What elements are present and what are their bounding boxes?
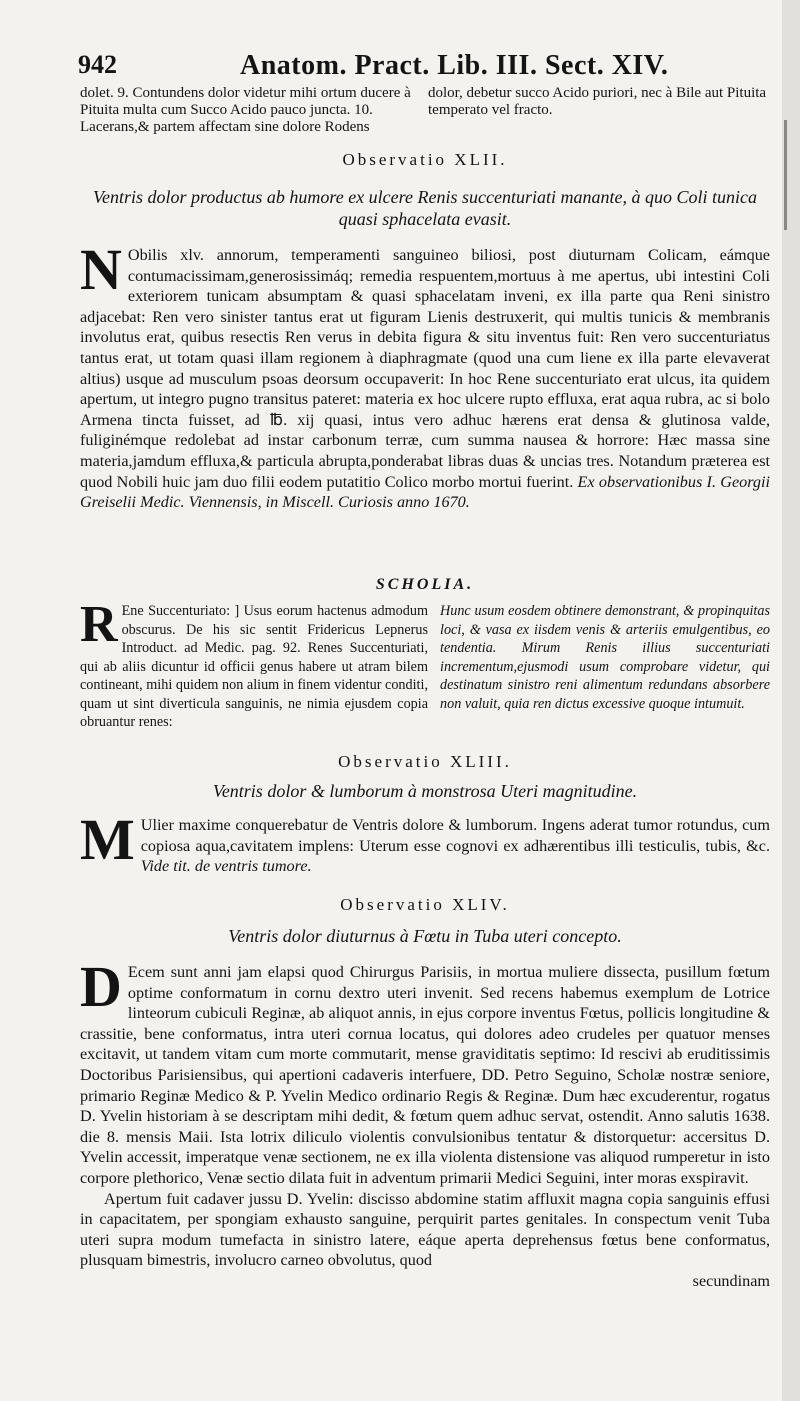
obs44-heading: Observatio XLIV.	[340, 895, 510, 914]
scholia-dropcap: R	[80, 596, 118, 653]
obs44-body	[80, 954, 770, 1292]
catchword: secundinam	[692, 1271, 770, 1290]
obs42-subtitle: Ventris dolor productus ab humore ex ulcere Renis succenturiati manante, à quo Coli tunica quasi sphacelata evasit.	[93, 187, 757, 229]
obs42-source: Ex observationibus I. Georgii Greiselii Medic. Viennensis, in Miscell. Curiosis anno 1670.	[80, 472, 771, 512]
page-number: 942	[78, 50, 117, 79]
page-header	[78, 50, 778, 84]
continuation-right: dolor, debetur succo Acido puriori, nec à Bile aut Pituita temperato vel fracto.	[428, 85, 767, 118]
obs42-body	[80, 237, 771, 513]
obs43-ref: Vide tit. de ventris tumore.	[140, 857, 312, 876]
continuation-columns	[80, 85, 770, 140]
scholia-left-text: Ene Succenturiato: ] Usus eorum hactenus admodum obscurus. De his sic sentit Fridericus Lepnerus Introduct. ad Medic. pag. 92. Renes Succenturiati, qui ab aliis dicuntur id officii genus habere ut atram bilem contineant, mihi quidem non alium in finem videntur conditi, quam ut sint diverticula sanguinis, ne nimia ejusdem copia obruantur renes:	[80, 603, 428, 730]
obs44-subtitle: Ventris dolor diuturnus à Fœtu in Tuba uteri concepto.	[228, 926, 622, 946]
obs44-dropcap: D	[80, 954, 122, 1019]
obs43-subtitle: Ventris dolor & lumborum à monstrosa Uteri magnitudine.	[212, 781, 638, 801]
scholia-heading: SCHOLIA.	[375, 576, 475, 593]
running-head: Anatom. Pract. Lib. III. Sect. XIV.	[240, 50, 669, 81]
obs42-dropcap: N	[80, 237, 122, 302]
page-gutter	[782, 0, 800, 1401]
scholia-right: Hunc usum eosdem obtinere demonstrant, & propinquitas loci, & vasa ex iisdem venis & arteriis emulgentibus, eo tendentia. Mirum Renis illius succenturiati incrementum,ejusmodi usum comprobare videtur, qui destinatum sinistro reni alimentum redundans absorbere non valuit, quia ren dictus excessive quoque intumuit.	[440, 603, 770, 712]
scholia-left	[80, 596, 428, 732]
obs44-text1: Ecem sunt anni jam elapsi quod Chirurgus Parisiis, in mortua muliere dissecta, pusillum fœtum optime conformatum in cornu dextro uteri invenit. Sed recens habemus exemplum de Lotrice linteorum cubiculi Reginæ, ab aliquot annis, in ejus corpore inventus Fœtus, pollicis longitudine & crassitie, bene conformatus, intra uteri cornua locatus, qui dolores adeo crudeles per quatuor menses excitavit, ut tandem vitam cum morte commutarit, mense graviditatis septimo: Id rescivi ab eruditissimis Doctoribus Parisiensibus, qui apertioni cadaveris interfuere, DD. Petro Seguino, Scholæ nostræ seniore, primario Reginæ Medico & P. Yvelin Medico ordinario Regis & Reginæ. Dum hæc excuderentur, rogatus D. Yvelin historiam à se descriptam mihi dedit, & fœtum quem adhuc servat, ostendit. Anno salutis 1638. die 8. mensis Maii. Ista lotrix diliculo violentis convulsionibus tentatur & distorquetur: accersitus D. Yvelin accessit, imperatque venæ sectionem, ne ex illa violenta distensione vas aliquod rumperetur in isto corpore plethorico, Venæ sectio dilata fuit in adventum primarii Medici Seguini, inter moras exspiravit.	[80, 963, 770, 1187]
obs43-body	[80, 807, 770, 877]
obs42-text: Obilis xlv. annorum, temperamenti sanguineo biliosi, post diuturnam Colicam, eámque contumacissimam,generosissimáq; remedia respuentem,mortuus à me apertus, ubi intestini Coli exteriorem tunicam absumptam & quasi sphacelatam inveni, ex illa parte qua Reni sinistro adjacebat: Ren vero sinister tantus erat ut figuram Lienis destruxerit, qui multis tunicis & membranis involutus erat, quibus resectis Ren verus in debita figura & situ inventus fuit: Ren vero succenturiatus tantus erat, ut totam quasi illam regionem à diaphragmate (quod una cum liene ex illa parte elevaverat altius) usque ad musculum psoas deorsum occupaverit: In hoc Rene succenturiato erat ulcus, ita quidem apertum, ut integro pugno transitus pateret: materia ex hoc ulcere rupto effluxa, erat aqua rubra, ac si bolo Armena tincta fuisset, ad ℔. xij quasi, intus vero adhuc hærens erat densa & glutinosa valde, fuliginémque redolebat ad instar carbonum terræ, cum summa nausea & horrore: Hæc massa sine materia,jamdum effluxa,& particula abrupta,ponderabat libras duas & uncias tres. Notandum præterea est quod Nobili huic jam duo filii eodem putatitio Colico morbo mortui fuerint.	[80, 246, 770, 491]
obs44-text2: Apertum fuit cadaver jussu D. Yvelin: discisso abdomine statim affluxit magna copia sanguinis effusi in capacitatem, per spongiam exhausto sanguine, perquirit partes genitales. In conspectum venit Tuba uteri supra modum tumefacta in sinistro latere, eáque aperta deprehensus fœtus bene conformatus, plusquam bimestris, involucro carneo obvolutus, quod	[80, 1189, 770, 1270]
continuation-left: dolet. 9. Contundens dolor videtur mihi ortum ducere à Pituita multa cum Succo Acido pauco juncta. 10. Lacerans,& partem affectam sine dolore Rodens	[80, 85, 411, 135]
obs43-text: Ulier maxime conquerebatur de Ventris dolore & lumborum. Ingens aderat tumor rotundus, cum copiosa aqua,cavitatem implens: Uterum esse cognovi ex adhærentibus illi testiculis, tubis, &c.	[140, 816, 770, 855]
obs43-dropcap: M	[80, 807, 135, 872]
obs43-heading: Observatio XLIII.	[338, 752, 512, 771]
obs42-heading: Observatio XLII.	[342, 150, 508, 169]
